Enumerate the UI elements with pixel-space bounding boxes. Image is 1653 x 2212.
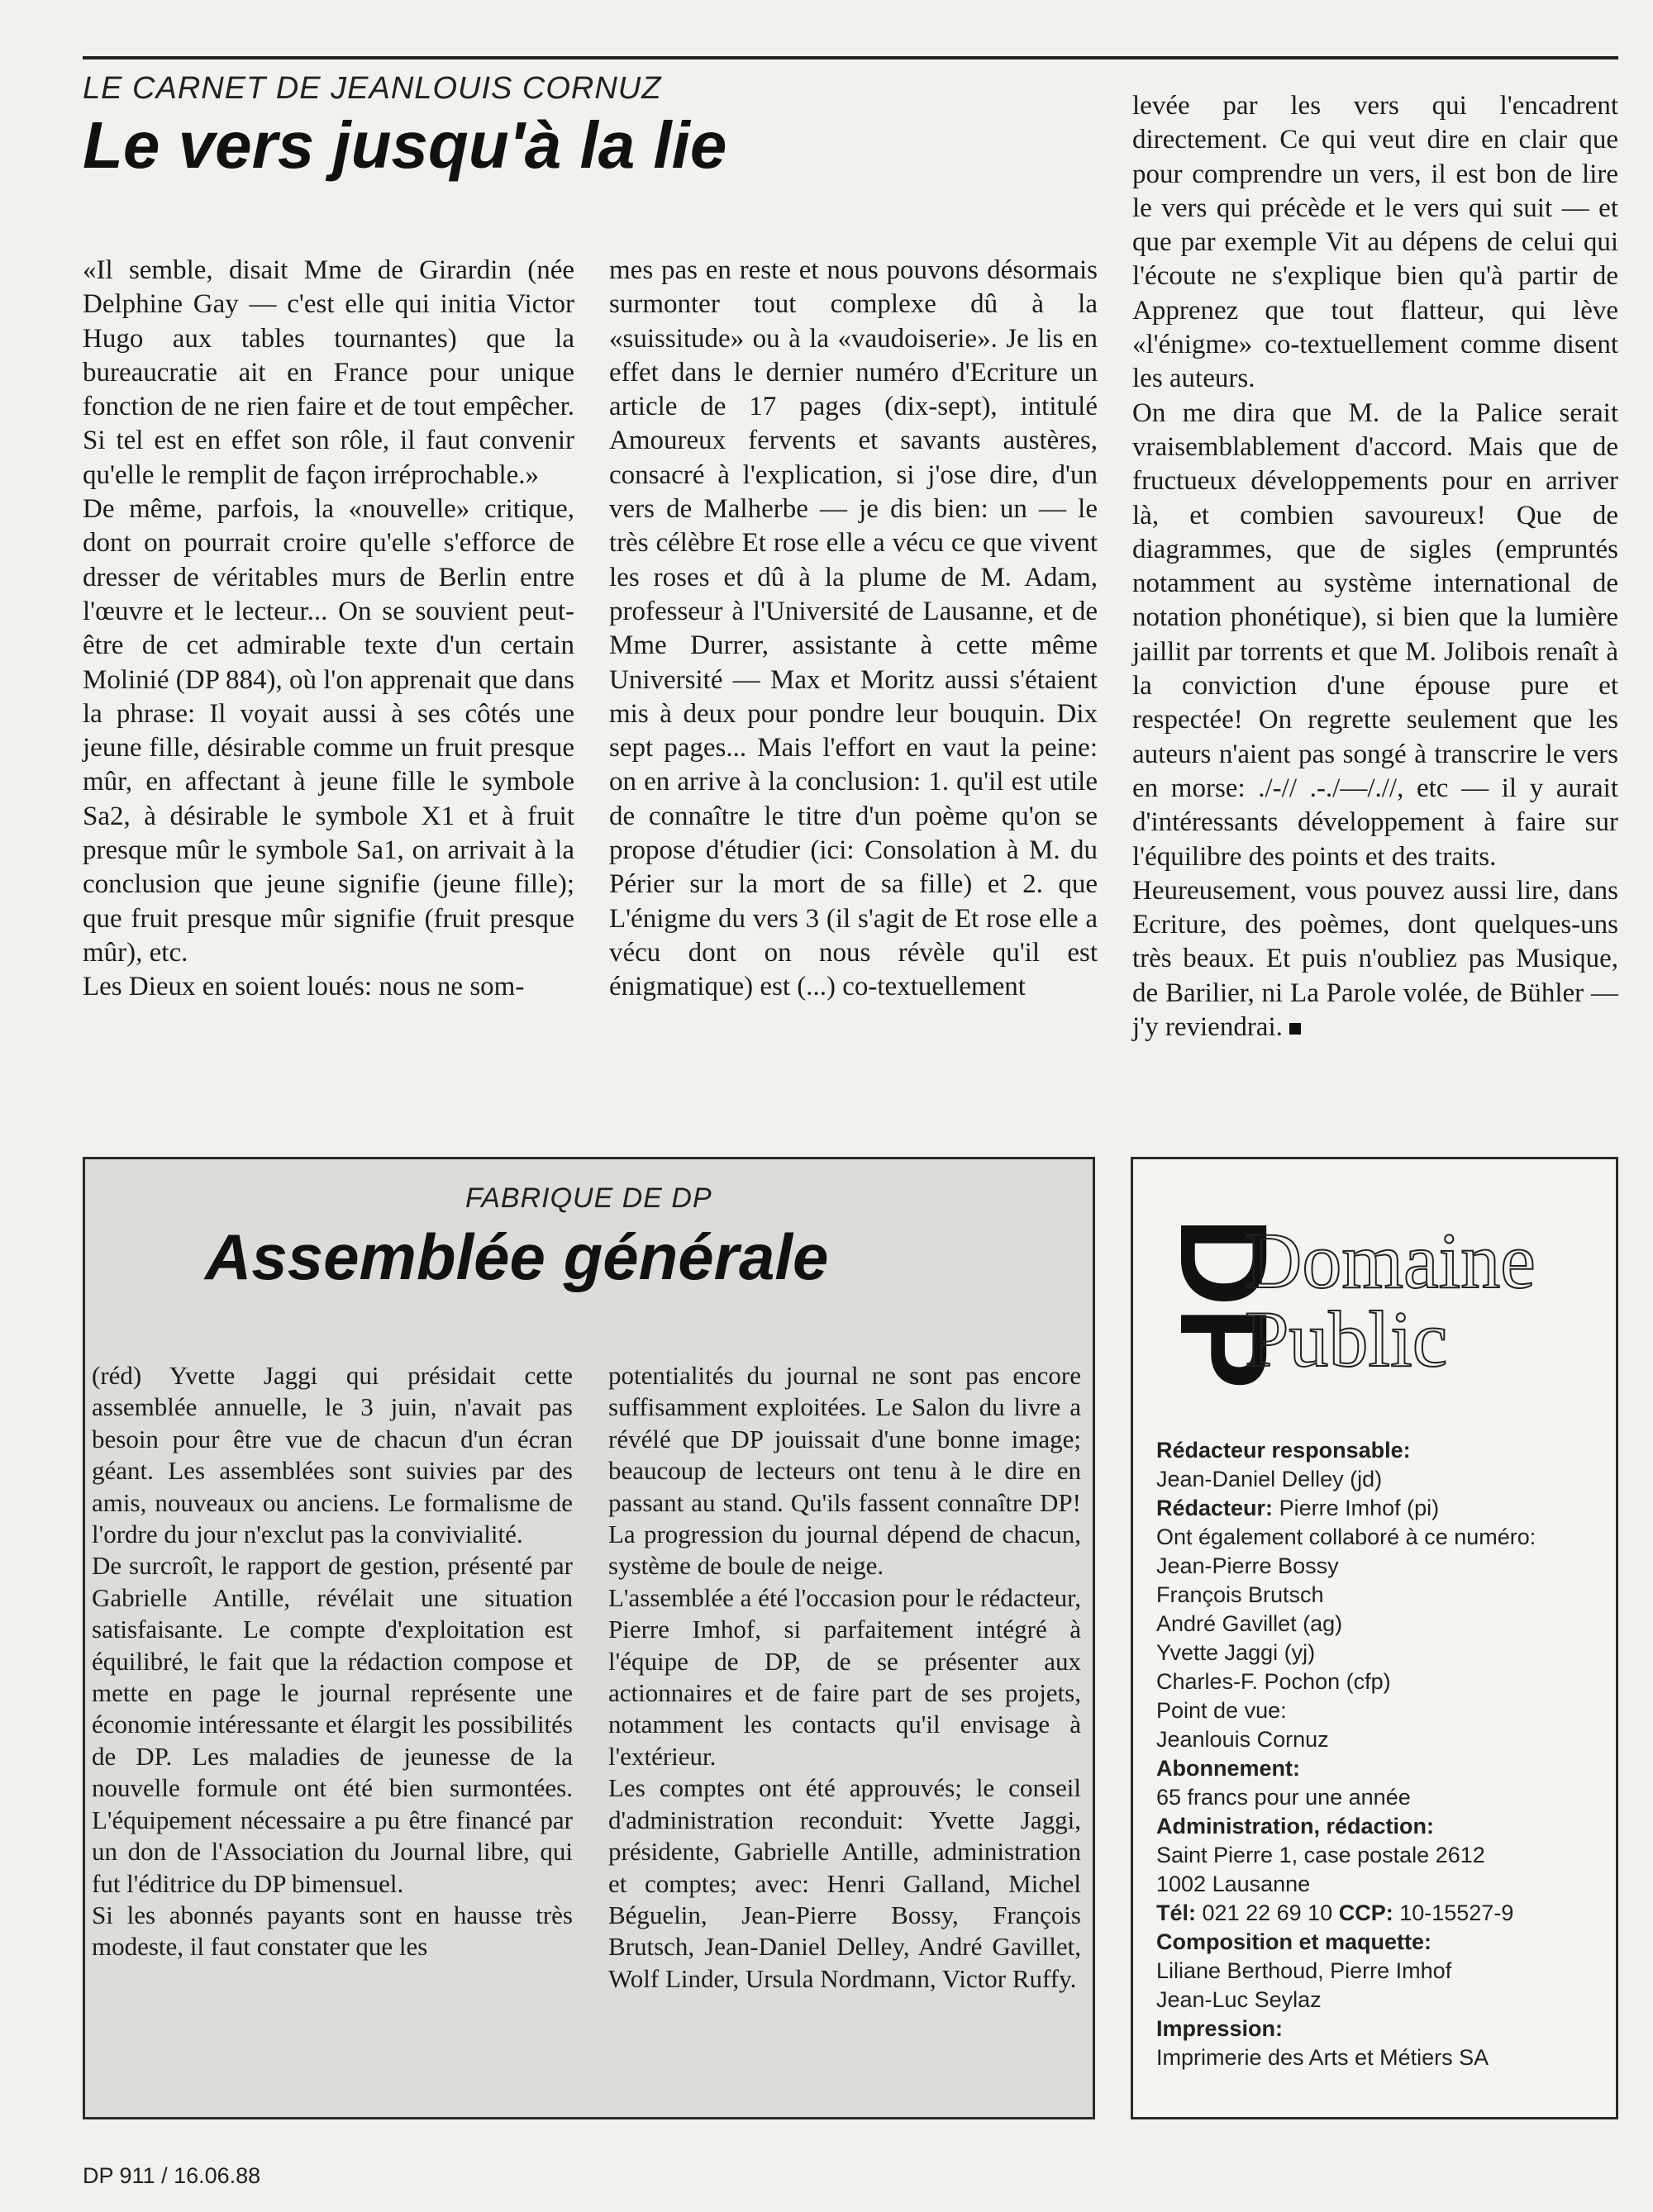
paragraph: L'assemblée a été l'occasion pour le rédacteur, Pierre Imhof, si parfaitement intégré à l'équipe de DP, de se présenter aux actionnaires et de faire part de ses projets, notamment les contacts qu'il envisage à l'extérieur. bbox=[608, 1582, 1081, 1771]
paragraph: De surcroît, le rapport de gestion, présenté par Gabrielle Antille, révélait une situation satisfaisante. Le compte d'exploitation est équilibré, le fait que la rédaction compose et mette en page le journal représente une économie intéressante et élargit les possibilités de DP. Les maladies de jeunesse de la nouvelle formule ont été bien surmontées. L'équipement nécessaire a pu être financé par un don de l'Association du Journal libre, qui fut l'éditrice du DP bimensuel. bbox=[92, 1551, 573, 1898]
impression: Imprimerie des Arts et Métiers SA bbox=[1156, 2045, 1489, 2070]
masthead-domaine: Domaine bbox=[1245, 1216, 1536, 1305]
collaborator: Jean-Pierre Bossy bbox=[1156, 1553, 1339, 1578]
abonnement: 65 francs pour une année bbox=[1156, 1785, 1411, 1810]
redacteur-label: Rédacteur: bbox=[1156, 1496, 1274, 1520]
masthead-dp: DP bbox=[1155, 1217, 1293, 1390]
address-line: 1002 Lausanne bbox=[1156, 1872, 1311, 1896]
paragraph: (réd) Yvette Jaggi qui présidait cette assemblée annuelle, le 3 juin, n'avait pas besoin pour être vue de chacun d'un écran géant. Les assemblées sont suivies par des amis, nouveaux ou anciens. Le formalisme de l'ordre du jour n'exclut pas la convivialité. bbox=[92, 1361, 573, 1549]
address-line: Saint Pierre 1, case postale 2612 bbox=[1156, 1843, 1485, 1867]
collaborator: André Gavillet (ag) bbox=[1156, 1611, 1343, 1636]
impression-label: Impression: bbox=[1156, 2016, 1284, 2041]
paragraph: Les Dieux en soient loués: nous ne som- bbox=[83, 972, 525, 1002]
masthead-box bbox=[1131, 1157, 1618, 2119]
ccp: 10-15527-9 bbox=[1399, 1900, 1514, 1925]
collaborator: Charles-F. Pochon (cfp) bbox=[1156, 1669, 1391, 1694]
ccp-label: CCP: bbox=[1338, 1900, 1393, 1925]
article1-column-3 bbox=[1132, 89, 1618, 1044]
paragraph: On me dira que M. de la Palice serait vraisemblablement d'accord. Mais que de fructueux développements pour en arriver là, et combien savoureux! Que de diagrammes, que de sigles (empruntés notamment au système international de notation phonétique), si bien que la lumière jaillit par torrents et que M. Jolibois renaît à la conviction d'une épouse pure et respectée! On regrette seulement que les auteurs n'aient pas songé à transcrire le vers en morse: ./-// .-./—/.//, etc — il y aurait d'intéressants développement à faire sur l'équilibre des points et des traits. bbox=[1132, 397, 1618, 872]
article2-kicker: FABRIQUE DE DP bbox=[465, 1182, 712, 1214]
composition-line: Jean-Luc Seylaz bbox=[1156, 1987, 1322, 2012]
paragraph: potentialités du journal ne sont pas encore suffisamment exploitées. Le Salon du livre a révélé que DP jouissait d'une bonne image; beaucoup de lecteurs ont tenu à le dire en passant au stand. Qu'ils fassent connaître DP! La progression du journal dépend de chacun, système de boule de neige. bbox=[608, 1361, 1081, 1581]
paragraph: mes pas en reste et nous pouvons désormais surmonter tout complexe dû à la «suissitude» ou à la «vaudoiserie». Je lis en effet dans le dernier numéro d'Ecriture un article de 17 pages (dix-sept), intitulé Amoureux fervents et savants austères, consacré à l'explication, si j'ose dire, d'un vers de Malherbe — je dis bien: un — le très célèbre Et rose elle a vécu ce que vivent les roses et dû à la plume de M. Adam, professeur à l'Université de Lausanne, et de Mme Durrer, assistante à cette même Université — Max et Moritz aussi s'étaient mis à deux pour pondre leur bouquin. Dix sept pages... Mais l'effort en vaut la peine: on en arrive à la conclusion: 1. qu'il est utile de connaître le titre d'un poème qu'on se propose d'étudier (ici: Consolation à M. du Périer sur la mort de sa fille) et 2. que L'énigme du vers 3 (il s'agit de Et rose elle a vécu dont on nous révèle qu'il est énigmatique) est (...) co-textuellement bbox=[609, 255, 1098, 1002]
article1-title: Le vers jusqu'à la lie bbox=[83, 108, 727, 182]
paragraph: Les comptes ont été approuvés; le conseil d'administration reconduit: Yvette Jaggi, présidente, Gabrielle Antille, administration et comptes; avec: Henri Galland, Michel Béguelin, Jean-Pierre Bossy, François Brutsch, Jean-Daniel Delley, André Gavillet, Wolf Linder, Ursula Nordmann, Victor Ruffy. bbox=[608, 1773, 1081, 1993]
paragraph-text: Heureusement, vous pouvez aussi lire, dans Ecriture, des poèmes, dont quelques-uns très beaux. Et puis n'oubliez pas Musique, de Barilier, ni La Parole volée, de Bühler — j'y reviendrai. bbox=[1132, 875, 1618, 1043]
abonnement-label: Abonnement: bbox=[1156, 1756, 1300, 1781]
collaborators-intro: Ont également collaboré à ce numéro: bbox=[1156, 1525, 1536, 1549]
article2-column-1 bbox=[92, 1360, 573, 1963]
article2-column-2 bbox=[608, 1360, 1081, 1995]
composition-label: Composition et maquette: bbox=[1156, 1929, 1432, 1954]
tel-label: Tél: bbox=[1156, 1900, 1197, 1925]
redacteur-responsable: Jean-Daniel Delley (jd) bbox=[1156, 1467, 1383, 1491]
paragraph: «Il semble, disait Mme de Girardin (née Delphine Gay — c'est elle qui initia Victor Hugo aux tables tournantes) que la bureaucratie ait en France pour unique fonction de ne rien faire et de tout empêcher. Si tel est en effet son rôle, il faut convenir qu'elle le remplit de façon irréprochable.» bbox=[83, 255, 574, 490]
composition-line: Liliane Berthoud, Pierre Imhof bbox=[1156, 1958, 1452, 1983]
redacteur-responsable-label: Rédacteur responsable: bbox=[1156, 1438, 1411, 1463]
collaborator: Jeanlouis Cornuz bbox=[1156, 1727, 1329, 1752]
redacteur-line bbox=[1156, 1494, 1607, 1523]
tel: 021 22 69 10 bbox=[1202, 1900, 1333, 1925]
paragraph bbox=[1132, 874, 1618, 1044]
issue-footer: DP 911 / 16.06.88 bbox=[83, 2163, 261, 2188]
paragraph: De même, parfois, la «nouvelle» critique, dont on pourrait croire qu'elle s'efforce de dresser de véritables murs de Berlin entre l'œuvre et le lecteur... On se souvient peut-être de cet admirable texte d'un certain Molinié (DP 884), où l'on apprenait que dans la phrase: Il voyait aussi à ses côtés une jeune fille, désirable comme un fruit presque mûr, en affectant à jeune fille le symbole Sa2, à désirable le symbole X1 et à fruit presque mûr le symbole Sa1, on arrivait à la conclusion que jeune signifie (jeune fille); que fruit presque mûr signifie (fruit presque mûr), etc. bbox=[83, 494, 574, 968]
assemblee-box bbox=[83, 1157, 1095, 2119]
article1-kicker: LE CARNET DE JEANLOUIS CORNUZ bbox=[83, 71, 662, 106]
top-rule bbox=[83, 56, 1618, 59]
phone-line bbox=[1156, 1899, 1607, 1928]
article1-column-1 bbox=[83, 254, 574, 1005]
collaborator: François Brutsch bbox=[1156, 1582, 1324, 1607]
collaborator: Yvette Jaggi (yj) bbox=[1156, 1640, 1316, 1665]
redacteur: Pierre Imhof (pi) bbox=[1279, 1496, 1440, 1520]
paragraph: levée par les vers qui l'encadrent directement. Ce qui veut dire en clair que pour comprendre un vers, il est bon de lire le vers qui précède et le vers qui suit — et que par exemple Vit au dépens de celui qui l'écoute ne s'explique bien qu'à partir de Apprenez que tout flatteur, qui lève «l'énigme» co-textuellement comme disent les auteurs. bbox=[1132, 91, 1618, 394]
collaborator: Point de vue: bbox=[1156, 1698, 1287, 1723]
end-mark-icon bbox=[1289, 1023, 1301, 1035]
masthead-public: Public bbox=[1245, 1295, 1448, 1383]
administration-label: Administration, rédaction: bbox=[1156, 1814, 1435, 1839]
article2-title: Assemblée générale bbox=[205, 1220, 829, 1293]
impressum bbox=[1156, 1436, 1607, 2072]
paragraph: Si les abonnés payants sont en hausse très modeste, il faut constater que les bbox=[92, 1900, 573, 1962]
article1-column-2 bbox=[609, 254, 1098, 1005]
